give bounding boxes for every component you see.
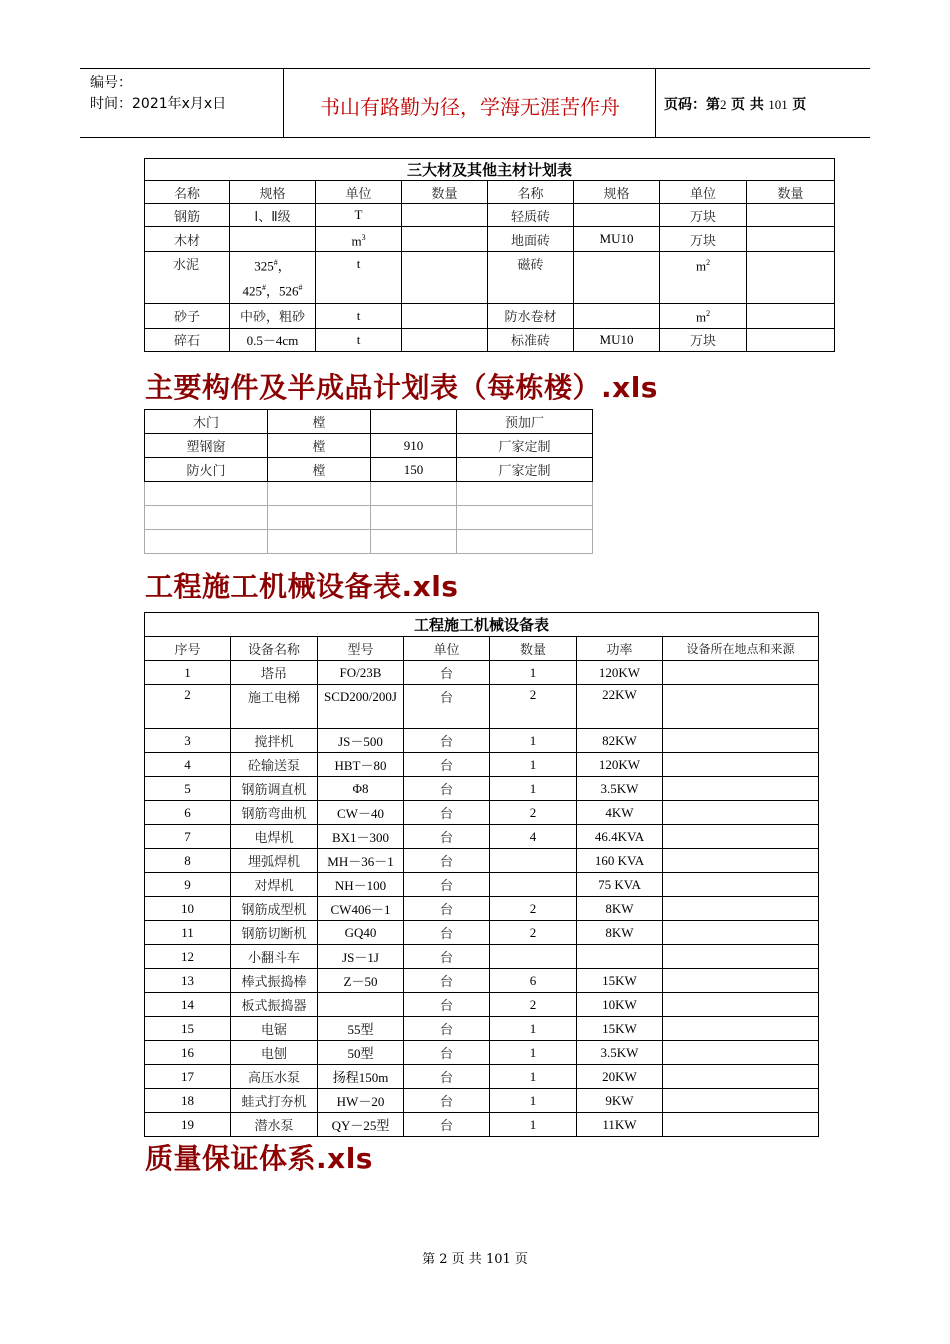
table-cell: [663, 1065, 819, 1089]
header-divider: [283, 69, 284, 137]
table-cell: 台: [404, 825, 490, 849]
table-cell: [663, 825, 819, 849]
table-row: [145, 204, 835, 227]
table-cell: [747, 227, 835, 252]
table-cell: 钢筋成型机: [231, 897, 318, 921]
table-cell: [663, 1017, 819, 1041]
table-cell: 轻质砖: [488, 204, 574, 227]
table-cell: 钢筋: [145, 204, 230, 227]
table-row-empty: [145, 482, 593, 506]
table-cell: 水泥: [145, 252, 230, 304]
table-cell: 16: [145, 1041, 231, 1065]
table-header: 名称: [145, 181, 230, 204]
table-cell: 2: [490, 921, 577, 945]
table-cell: 对焊机: [231, 873, 318, 897]
table-cell: [663, 801, 819, 825]
table-row: [145, 849, 819, 873]
table-cell: 18: [145, 1089, 231, 1113]
table-cell: 板式振捣器: [231, 993, 318, 1017]
table-cell: [663, 661, 819, 685]
table-cell: 台: [404, 993, 490, 1017]
table-cell: 150: [371, 458, 457, 482]
table-cell: 搅拌机: [231, 729, 318, 753]
table-cell: 4: [145, 753, 231, 777]
table-row: [145, 434, 593, 458]
table-cell: 樘: [268, 410, 371, 434]
table-cell: [663, 1113, 819, 1137]
table-header: 数量: [747, 181, 835, 204]
table-cell: 55型: [318, 1017, 404, 1041]
table-cell: 7: [145, 825, 231, 849]
spec-separator: ，: [265, 283, 279, 299]
spec-separator: ，: [277, 258, 291, 274]
table-cell: 0.5－4cm: [230, 328, 316, 351]
table-cell: 台: [404, 897, 490, 921]
table-cell: 塑钢窗: [145, 434, 268, 458]
table-cell: 台: [404, 921, 490, 945]
table-cell: 1: [490, 753, 577, 777]
table-header: 数量: [402, 181, 488, 204]
table-cell: 120KW: [577, 753, 663, 777]
table-header: 序号: [145, 637, 231, 661]
table-header: 设备所在地点和来源: [663, 637, 819, 661]
table-cell: FO/23B: [318, 661, 404, 685]
section-heading-components: 主要构件及半成品计划表（每栋楼）.xls: [145, 371, 658, 404]
table-cell: [747, 252, 835, 304]
table-cell: 160 KVA: [577, 849, 663, 873]
table-cell: 2: [490, 897, 577, 921]
spec-superscript: #: [261, 283, 266, 293]
table-cell: 磁砖: [488, 252, 574, 304]
table-cell: [747, 303, 835, 328]
table-cell: 台: [404, 1041, 490, 1065]
table-cell: 万块: [660, 204, 747, 227]
doc-number-label: 编号：: [90, 75, 132, 91]
table-cell: 台: [404, 1065, 490, 1089]
table-cell: 电刨: [231, 1041, 318, 1065]
footer-total: 101: [485, 1252, 511, 1267]
table-cell: Z－50: [318, 969, 404, 993]
table-cell: 8KW: [577, 921, 663, 945]
table-cell: [230, 227, 316, 252]
table-row: [145, 801, 819, 825]
table-cell-unit: [316, 227, 402, 252]
table-cell: [490, 873, 577, 897]
table-cell: 2: [490, 801, 577, 825]
section-heading-quality: 质量保证体系.xls: [145, 1142, 373, 1175]
table-cell: 1: [490, 661, 577, 685]
table-cell: 扬程150m: [318, 1065, 404, 1089]
table-row: [145, 969, 819, 993]
table-cell: Φ8: [318, 777, 404, 801]
table-cell: 50型: [318, 1041, 404, 1065]
table-row: [145, 945, 819, 969]
table-cell: T: [316, 204, 402, 227]
table-cell: [663, 685, 819, 729]
table-cell: [402, 303, 488, 328]
table-cell: 46.4KVA: [577, 825, 663, 849]
table-cell: SCD200/200J: [318, 685, 404, 729]
page-prefix: 页码：第: [664, 97, 720, 113]
table-row: [145, 993, 819, 1017]
table-cell: 塔吊: [231, 661, 318, 685]
table-row: [145, 227, 835, 252]
table-row: [145, 1113, 819, 1137]
table-cell: 钢筋切断机: [231, 921, 318, 945]
table-cell: 台: [404, 661, 490, 685]
table-cell: 台: [404, 777, 490, 801]
table-cell: 台: [404, 873, 490, 897]
table-cell: 11KW: [577, 1113, 663, 1137]
page-suffix: 页: [792, 97, 807, 113]
table-cell: 11: [145, 921, 231, 945]
table-cell: 75 KVA: [577, 873, 663, 897]
table-cell: 9: [145, 873, 231, 897]
table-cell: 台: [404, 1017, 490, 1041]
table-cell: 小翻斗车: [231, 945, 318, 969]
table-row: [145, 1089, 819, 1113]
unit-text: m: [695, 258, 707, 274]
footer-prefix: 第: [422, 1252, 436, 1267]
table-cell: 3.5KW: [577, 1041, 663, 1065]
table-cell: 电焊机: [231, 825, 318, 849]
unit-superscript: 2: [706, 309, 711, 319]
table-cell: 防水卷材: [488, 303, 574, 328]
table-cell: [574, 204, 660, 227]
table-cell: [663, 777, 819, 801]
table-cell: 台: [404, 801, 490, 825]
table-cell: [371, 410, 457, 434]
header-divider: [655, 69, 656, 137]
unit-superscript: 3: [361, 232, 366, 242]
spec-superscript: #: [273, 258, 278, 267]
table-cell: [663, 729, 819, 753]
table-row: [145, 252, 835, 304]
table-row: [145, 303, 835, 328]
table-cell: [574, 252, 660, 304]
table-cell: [402, 328, 488, 351]
table-cell: 埋弧焊机: [231, 849, 318, 873]
materials-plan-table: [144, 158, 835, 352]
table-cell: 10KW: [577, 993, 663, 1017]
table-cell: [574, 303, 660, 328]
table-cell: 22KW: [577, 685, 663, 729]
table-cell: 15KW: [577, 1017, 663, 1041]
table-cell: 钢筋弯曲机: [231, 801, 318, 825]
unit-text: m: [351, 233, 362, 249]
table-cell: 台: [404, 849, 490, 873]
table-cell: [663, 921, 819, 945]
table-cell: 台: [404, 945, 490, 969]
table-row: [145, 777, 819, 801]
table-header: 设备名称: [231, 637, 318, 661]
table-cell: 12: [145, 945, 231, 969]
table-cell: 地面砖: [488, 227, 574, 252]
table-cell: 20KW: [577, 1065, 663, 1089]
table-cell: t: [316, 328, 402, 351]
table-row: [145, 897, 819, 921]
table-row: [145, 729, 819, 753]
cement-spec-2: 425: [242, 283, 262, 299]
cement-spec-1: 325: [254, 258, 274, 274]
table-cell: 钢筋调直机: [231, 777, 318, 801]
table-header: 单位: [404, 637, 490, 661]
table-cell: 3: [145, 729, 231, 753]
table-cell: HW－20: [318, 1089, 404, 1113]
header-meta: [90, 73, 226, 115]
table-cell: QY－25型: [318, 1113, 404, 1137]
table-cell: 中砂，粗砂: [230, 303, 316, 328]
table-cell: 木材: [145, 227, 230, 252]
table-cell: 14: [145, 993, 231, 1017]
table-cell: [747, 328, 835, 351]
table-cell: 预加厂: [457, 410, 593, 434]
table-row: [145, 921, 819, 945]
table-cell: 1: [490, 1089, 577, 1113]
table-cell: CW406－1: [318, 897, 404, 921]
table-cell: [402, 252, 488, 304]
table-cell: 2: [490, 685, 577, 729]
table-cell-unit: [660, 252, 747, 304]
table-cell: 台: [404, 969, 490, 993]
table-cell: 1: [490, 777, 577, 801]
spec-superscript: #: [298, 283, 303, 293]
table-header: 型号: [318, 637, 404, 661]
footer-suffix: 页: [514, 1252, 528, 1267]
table-cell: [490, 849, 577, 873]
table-cell: 潜水泵: [231, 1113, 318, 1137]
table-cell: 9KW: [577, 1089, 663, 1113]
table-cell: 台: [404, 729, 490, 753]
table-cell: 1: [145, 661, 231, 685]
table-cell: Ⅰ、Ⅱ级: [230, 204, 316, 227]
table-cell: 910: [371, 434, 457, 458]
table-cell: HBT－80: [318, 753, 404, 777]
page-footer: [0, 1248, 950, 1267]
table-cell: 台: [404, 1089, 490, 1113]
table-cell: MU10: [574, 227, 660, 252]
section-heading-machinery: 工程施工机械设备表.xls: [145, 570, 459, 603]
table-cell: [490, 945, 577, 969]
table-cell: 蛙式打夯机: [231, 1089, 318, 1113]
table-cell: 8KW: [577, 897, 663, 921]
table-cell: 10: [145, 897, 231, 921]
table-cell: [663, 945, 819, 969]
table-cell: 120KW: [577, 661, 663, 685]
table-row: [145, 1041, 819, 1065]
table-cell: CW－40: [318, 801, 404, 825]
page-total: 101: [768, 97, 788, 112]
table-cell: [747, 204, 835, 227]
machinery-table-body: [145, 661, 819, 1137]
table-cell: 标准砖: [488, 328, 574, 351]
table-cell: 3.5KW: [577, 777, 663, 801]
table-cell: [663, 873, 819, 897]
footer-current: 2: [439, 1252, 448, 1267]
doc-date-label: 时间：2021年x月x日: [90, 96, 227, 112]
table-cell: [663, 993, 819, 1017]
table-cell: 1: [490, 1041, 577, 1065]
table-row: [145, 825, 819, 849]
table-header: 名称: [488, 181, 574, 204]
table-title: 工程施工机械设备表: [145, 613, 819, 637]
table-cell: 19: [145, 1113, 231, 1137]
table-cell: [663, 1089, 819, 1113]
unit-superscript: 2: [706, 258, 711, 267]
table-cell-unit: [660, 303, 747, 328]
table-cell: [663, 1041, 819, 1065]
table-cell: 防火门: [145, 458, 268, 482]
table-cell: 6: [490, 969, 577, 993]
table-cell: 樘: [268, 434, 371, 458]
cement-spec-3: 526: [279, 283, 299, 299]
table-cell: [663, 753, 819, 777]
table-cell: 木门: [145, 410, 268, 434]
table-cell: 万块: [660, 227, 747, 252]
table-cell: 4KW: [577, 801, 663, 825]
table-cell: 万块: [660, 328, 747, 351]
table-cell: 17: [145, 1065, 231, 1089]
header-page-info: [664, 94, 806, 114]
table-cell: 碎石: [145, 328, 230, 351]
table-cell: t: [316, 252, 402, 304]
table-cell: 厂家定制: [457, 434, 593, 458]
table-row: [145, 458, 593, 482]
table-cell: NH－100: [318, 873, 404, 897]
page-current: 2: [720, 97, 727, 112]
table-cell: 5: [145, 777, 231, 801]
table-cell: JS－500: [318, 729, 404, 753]
table-cell: 台: [404, 685, 490, 729]
table-cell: t: [316, 303, 402, 328]
table-row: [145, 1065, 819, 1089]
table-row: [145, 685, 819, 729]
table-cell: 1: [490, 1113, 577, 1137]
table-cell: [402, 227, 488, 252]
table-cell: 电锯: [231, 1017, 318, 1041]
table-header: 功率: [577, 637, 663, 661]
table-cell: [663, 969, 819, 993]
table-cell: 8: [145, 849, 231, 873]
table-cell: 2: [145, 685, 231, 729]
table-cell: 台: [404, 1113, 490, 1137]
table-row: [145, 410, 593, 434]
table-title: 三大材及其他主材计划表: [145, 159, 835, 181]
table-cell: 1: [490, 1017, 577, 1041]
components-plan-table: [144, 409, 593, 554]
table-row: [145, 873, 819, 897]
table-cell: [663, 897, 819, 921]
table-cell: BX1－300: [318, 825, 404, 849]
table-cell: 棒式振捣棒: [231, 969, 318, 993]
table-cell: 82KW: [577, 729, 663, 753]
table-cell: 施工电梯: [231, 685, 318, 729]
unit-text: m: [695, 309, 707, 325]
table-row-empty: [145, 530, 593, 554]
table-cell: 1: [490, 729, 577, 753]
table-header: 规格: [230, 181, 316, 204]
table-cell: 6: [145, 801, 231, 825]
table-cell: [577, 945, 663, 969]
footer-mid: 页 共: [451, 1252, 482, 1267]
table-row: [145, 1017, 819, 1041]
table-row: [145, 661, 819, 685]
table-cell: 4: [490, 825, 577, 849]
table-cell: 15: [145, 1017, 231, 1041]
table-cell: MU10: [574, 328, 660, 351]
page-mid: 页 共: [730, 97, 764, 113]
table-cell: 1: [490, 1065, 577, 1089]
table-row-empty: [145, 506, 593, 530]
table-header: 单位: [660, 181, 747, 204]
table-cell: [663, 849, 819, 873]
table-cell-cement-spec: [230, 252, 316, 304]
table-cell: 砼输送泵: [231, 753, 318, 777]
table-header: 规格: [574, 181, 660, 204]
table-cell: MH－36－1: [318, 849, 404, 873]
header-motto: 书山有路勤为径，学海无涯苦作舟: [320, 95, 620, 119]
table-cell: 15KW: [577, 969, 663, 993]
table-cell: JS－1J: [318, 945, 404, 969]
table-cell: [318, 993, 404, 1017]
table-header: 单位: [316, 181, 402, 204]
table-cell: 樘: [268, 458, 371, 482]
table-cell: GQ40: [318, 921, 404, 945]
table-cell: 2: [490, 993, 577, 1017]
table-cell: [402, 204, 488, 227]
table-row: [145, 328, 835, 351]
page-header: [80, 68, 870, 138]
table-cell: 砂子: [145, 303, 230, 328]
table-cell: 台: [404, 753, 490, 777]
table-cell: 高压水泵: [231, 1065, 318, 1089]
table-cell: 13: [145, 969, 231, 993]
table-row: [145, 753, 819, 777]
table-cell: 厂家定制: [457, 458, 593, 482]
machinery-table: [144, 612, 819, 1137]
table-header: 数量: [490, 637, 577, 661]
